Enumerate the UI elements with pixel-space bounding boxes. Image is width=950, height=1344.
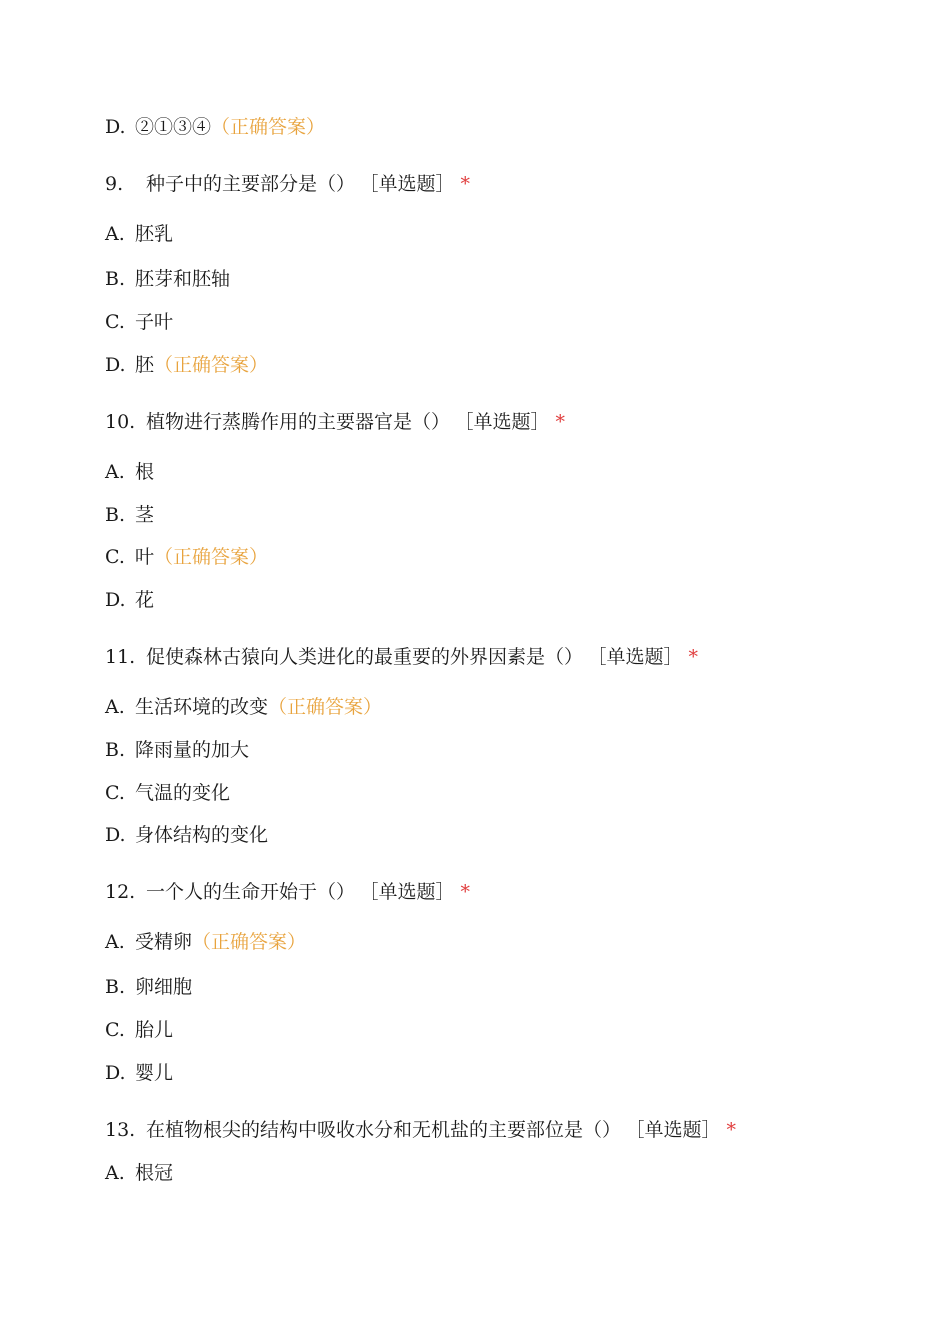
question-text: 在植物根尖的结构中吸收水分和无机盐的主要部位是（） [146,1119,622,1141]
option-text: 花 [135,589,155,611]
option-letter: C. [105,546,125,568]
question-type: ［单选题］ [464,411,550,433]
option-text: 生活环境的改变 [135,696,269,718]
option-letter: A. [105,931,125,953]
required-marker: * [688,646,699,668]
option-text: ②①③④ [135,116,212,138]
option-letter: B. [105,976,126,998]
question-type: ［单选题］ [369,173,455,195]
question-title [105,172,470,196]
correct-answer-marker: （正确答案） [192,931,307,953]
option-letter: A. [105,461,125,483]
correct-answer-marker: （正确答案） [154,546,269,568]
option-letter: B. [105,739,126,761]
correct-answer-marker: （正确答案） [154,354,269,376]
correct-answer-marker: （正确答案） [268,696,383,718]
option-row [105,823,268,847]
correct-answer-marker: （正确答案） [211,116,326,138]
option-letter: D. [105,116,126,138]
option-row [105,781,230,805]
question-text: 促使森林古猿向人类进化的最重要的外界因素是（） [146,646,584,668]
required-marker: * [555,411,566,433]
option-text: 身体结构的变化 [135,824,269,846]
question-type: ［单选题］ [369,881,455,903]
option-row [105,310,173,334]
question-number: 13. [105,1119,136,1141]
option-letter: A. [105,696,125,718]
option-letter: A. [105,1162,125,1184]
required-marker: * [460,173,471,195]
option-row [105,1018,173,1042]
option-row [105,695,382,719]
required-marker: * [460,881,471,903]
option-letter: D. [105,824,126,846]
option-row [105,930,306,954]
option-text: 受精卵 [135,931,193,953]
question-title [105,880,470,904]
option-text: 气温的变化 [135,782,231,804]
question-title [105,1118,736,1142]
option-row [105,738,249,762]
question-number: 11. [105,646,136,668]
question-title [105,645,698,669]
option-text: 降雨量的加大 [135,739,250,761]
option-text: 根 [135,461,155,483]
question-number: 9. [105,173,124,195]
question-type: ［单选题］ [635,1119,721,1141]
option-row [105,353,268,377]
option-letter: B. [105,504,126,526]
option-letter: A. [105,223,125,245]
option-row [105,222,173,246]
option-letter: C. [105,782,125,804]
question-title [105,410,565,434]
option-row [105,503,154,527]
option-letter: B. [105,268,126,290]
option-text: 胚芽和胚轴 [135,268,231,290]
option-row [105,267,230,291]
option-row [105,1061,173,1085]
question-type: ［单选题］ [597,646,683,668]
option-text: 叶 [135,546,155,568]
option-text: 胚 [135,354,155,376]
required-marker: * [726,1119,737,1141]
option-letter: C. [105,1019,125,1041]
option-row [105,1161,173,1185]
option-text: 卵细胞 [135,976,193,998]
option-row [105,460,154,484]
question-number: 12. [105,881,136,903]
option-letter: C. [105,311,125,333]
option-row [105,115,325,139]
question-number: 10. [105,411,136,433]
question-text: 一个人的生命开始于（） [146,881,356,903]
question-text: 植物进行蒸腾作用的主要器官是（） [146,411,451,433]
option-text: 婴儿 [135,1062,174,1084]
option-row [105,588,154,612]
option-text: 子叶 [135,311,174,333]
question-text: 种子中的主要部分是（） [146,173,356,195]
option-letter: D. [105,1062,126,1084]
option-row [105,975,192,999]
option-text: 胚乳 [135,223,174,245]
option-text: 茎 [135,504,155,526]
option-letter: D. [105,354,126,376]
option-text: 胎儿 [135,1019,174,1041]
option-letter: D. [105,589,126,611]
option-row [105,545,268,569]
option-text: 根冠 [135,1162,174,1184]
